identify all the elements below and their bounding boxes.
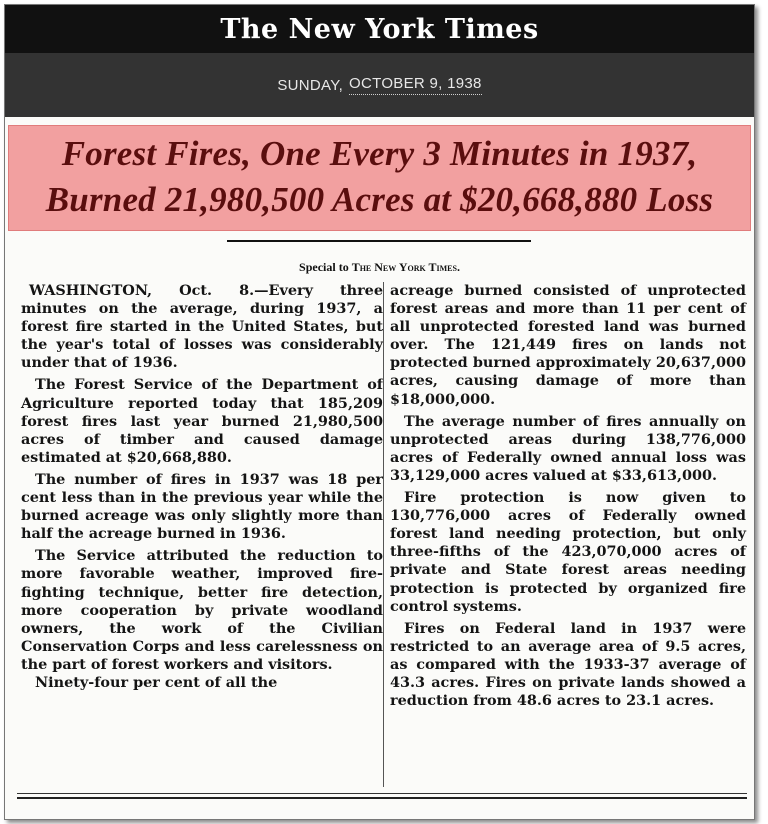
article-paragraph: Ninety-four per cent of all the xyxy=(35,673,278,691)
article-paragraph: The Forest Service of the Department of Agriculture reported today that 185,209 forest fires last year burned 21,980,500 acres of timber and caused damage estimated at $20,668,880. xyxy=(21,376,383,466)
masthead xyxy=(5,5,754,53)
byline-credit xyxy=(5,260,754,275)
article-paragraph: The Service attributed the reduction to more favorable weather, improved fire-fighting technique, better fire detection, more cooperation by private woodland owners, the work of the Civilian Conservation Corps and less carelessness on the part of forest workers and visitors. xyxy=(21,547,383,673)
date-bar xyxy=(5,53,754,117)
credit-prefix: Special to xyxy=(299,260,349,274)
credit-source: The New York Times. xyxy=(351,260,460,274)
publication-weekday: SUNDAY, xyxy=(277,76,344,94)
headline-highlight xyxy=(8,125,751,231)
bottom-rule-thick xyxy=(17,797,747,799)
newspaper-logo: The New York Times xyxy=(220,13,539,45)
headline-line-2: Burned 21,980,500 Acres at $20,668,880 Loss xyxy=(45,180,714,219)
article-paragraph: WASHINGTON, Oct. 8.—Every three minutes on the average, during 1937, a forest fire started in the United States, but the year's total of losses was considerably under that of 1936. xyxy=(21,282,383,372)
column-divider xyxy=(383,282,384,787)
headline-line-1: Forest Fires, One Every 3 Minutes in 1937, xyxy=(61,134,698,173)
publication-date[interactable]: OCTOBER 9, 1938 xyxy=(349,75,482,95)
clipping-frame xyxy=(4,4,755,820)
article-paragraph: Fires on Federal land in 1937 were restricted to an average area of 9.5 acres, as compared with the 1933-37 average of 43.3 acres. Fires on private lands showed a reduction from 48.6 acres to 23.1 acres. xyxy=(390,619,746,710)
headline-rule xyxy=(227,240,531,242)
article-paragraph: acreage burned consisted of unprotected forest areas and more than 11 per cent of all unprotected forested land was burned over. The 121,449 fires on lands not protected burned approximately 20,637,000 acres, causing damage of more than $18,000,000. xyxy=(390,282,746,408)
bottom-rule xyxy=(17,793,747,794)
article-column-left xyxy=(21,282,383,692)
article-column-right xyxy=(390,282,746,710)
article-paragraph: The number of fires in 1937 was 18 per cent less than in the previous year while the burned acreage was only slightly more than half the acreage burned in 1936. xyxy=(21,470,383,543)
article-paragraph: Fire protection is now given to 130,776,000 acres of Federally owned forest land needing protection, but only three-fifths of the 423,070,000 acres of private and State forest areas needing protection is protected by organized fire control systems. xyxy=(390,489,746,615)
article-paragraph: The average number of fires annually on unprotected areas during 138,776,000 acres of Federally owned annual loss was 33,129,000 acres valued at $33,613,000. xyxy=(390,412,746,484)
